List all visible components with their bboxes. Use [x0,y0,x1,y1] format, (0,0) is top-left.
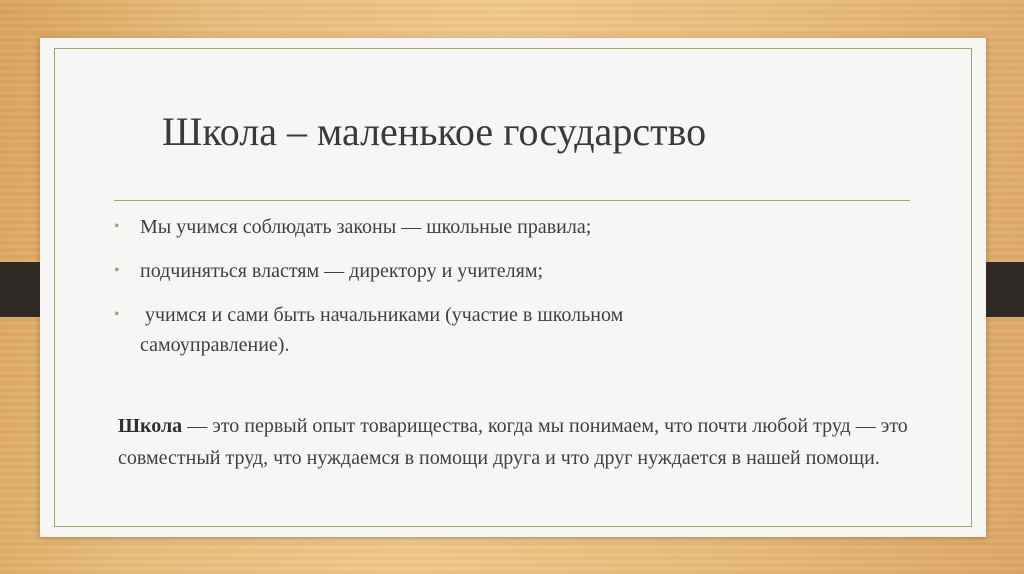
bullet-dot-icon: • [114,306,120,323]
bullet-list [114,212,774,374]
bullet-item [114,300,774,360]
bullet-item [114,212,774,242]
bullet-text: подчиняться властям — директору и учителям; [140,260,544,282]
bullet-item [114,256,774,286]
slide-title: Школа – маленькое государство [162,109,707,154]
bullet-dot-icon: • [114,218,120,235]
title-divider [114,200,910,201]
bullet-dot-icon: • [114,262,120,279]
paragraph-text: — это первый опыт товарищества, когда мы понимаем, что почти любой труд — это совместный труд, что нуждаемся в помощи друга и что друг нуждается в нашей помощи. [118,415,908,469]
summary-paragraph [118,410,918,474]
paragraph-bold-term: Школа [118,415,183,437]
bullet-text: Мы учимся соблюдать законы — школьные правила; [140,216,592,238]
bullet-text: учимся и сами быть начальниками (участие в школьном самоуправление). [140,304,629,356]
